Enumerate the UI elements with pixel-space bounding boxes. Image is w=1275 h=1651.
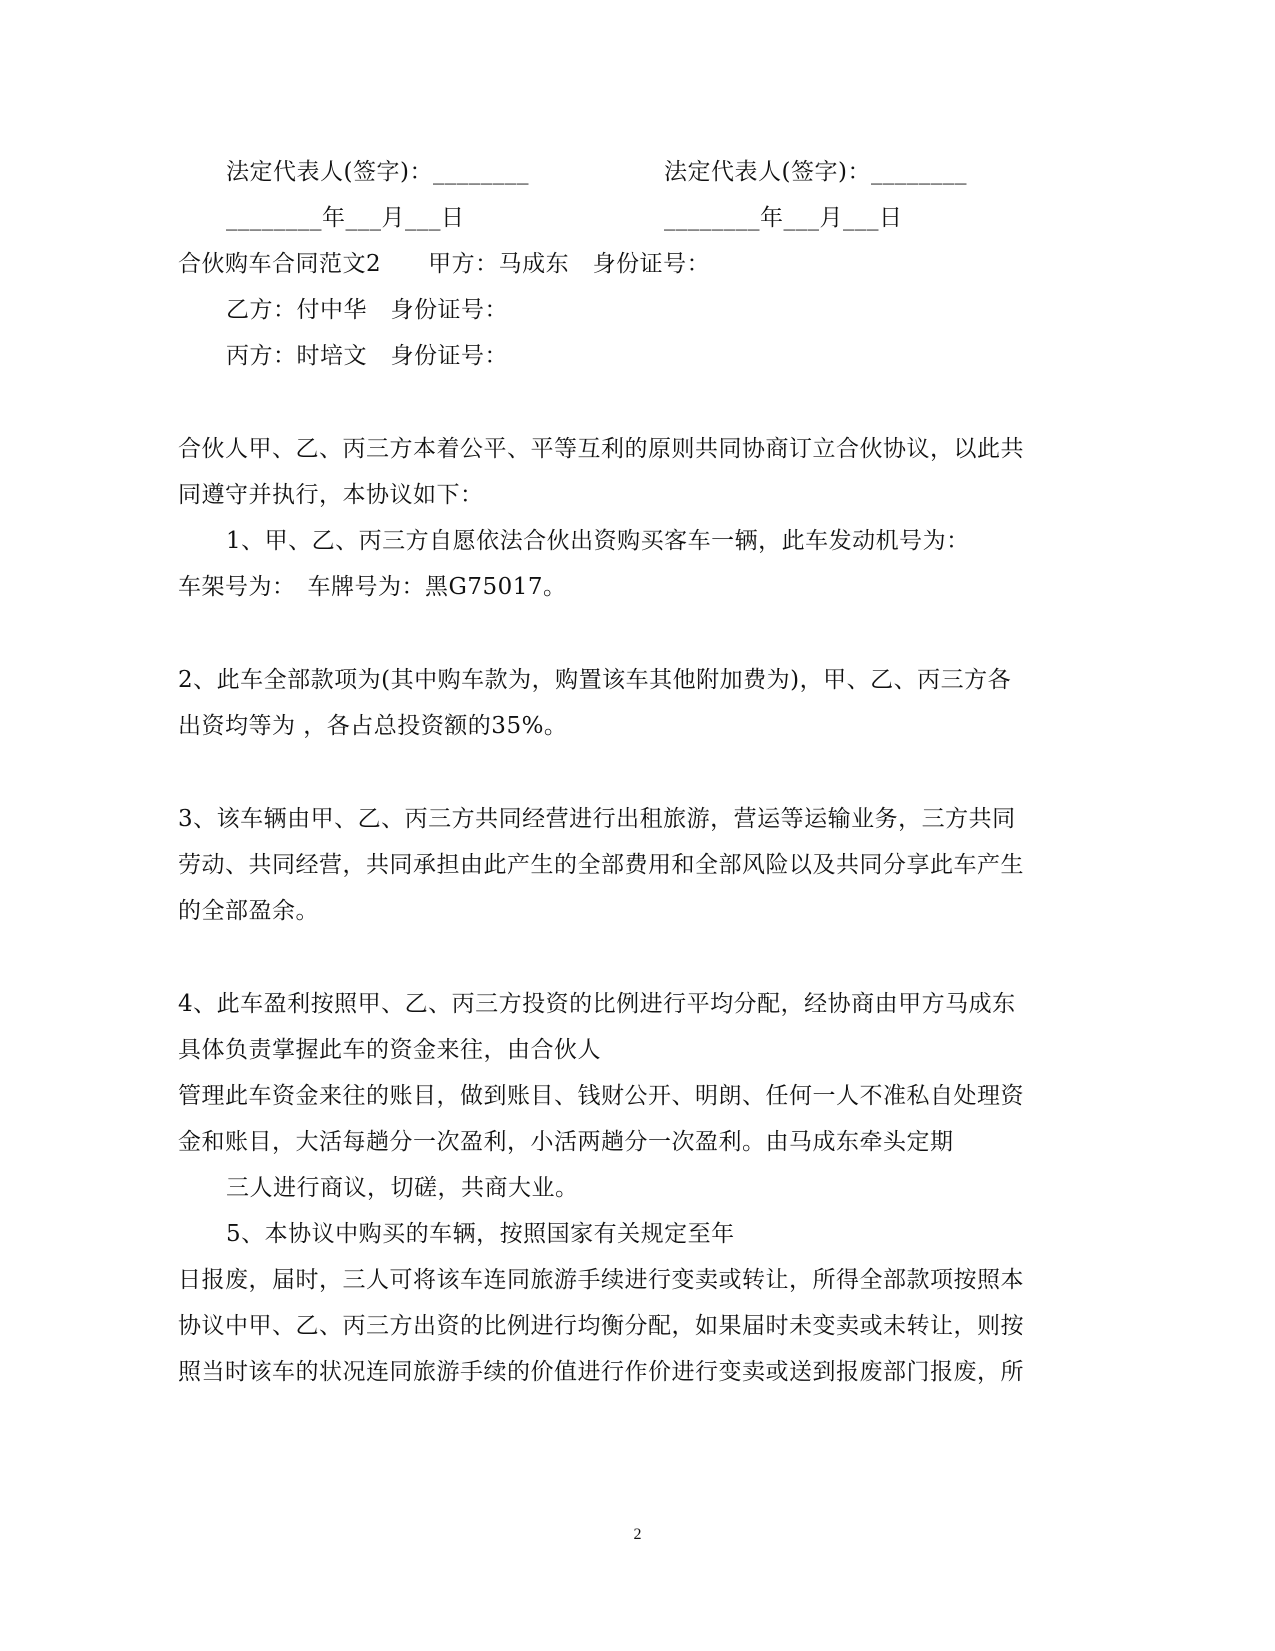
clause-3-line: 的全部盈余。 (178, 898, 319, 924)
right-legal-rep-signature: 法定代表人(签字)：________ (664, 159, 967, 185)
party-c-line: 丙方：时培文 身份证号： (226, 343, 508, 369)
contract-title-line: 合伙购车合同范文2 甲方：马成东 身份证号： (178, 251, 711, 277)
clause-4-line: 三人进行商议，切磋，共商大业。 (226, 1175, 579, 1201)
party-b-line: 乙方：付中华 身份证号： (226, 297, 508, 323)
clause-5-line: 日报废，届时，三人可将该车连同旅游手续进行变卖或转让，所得全部款项按照本 (178, 1267, 1024, 1293)
clause-5-line: 协议中甲、乙、丙三方出资的比例进行均衡分配，如果届时未变卖或未转让，则按 (178, 1313, 1024, 1339)
clause-1-line: 车架号为： 车牌号为：黑G75017。 (178, 574, 567, 600)
page-number: 2 (633, 1526, 642, 1543)
left-signature-date: ________年___月___日 (226, 205, 465, 231)
clause-5-line: 照当时该车的状况连同旅游手续的价值进行作价进行变卖或送到报废部门报废，所 (178, 1359, 1024, 1385)
clause-2-line: 2、此车全部款项为(其中购车款为，购置该车其他附加费为)，甲、乙、丙三方各 (178, 667, 1012, 693)
clause-1-line: 1、甲、乙、丙三方自愿依法合伙出资购买客车一辆，此车发动机号为： (226, 528, 970, 554)
clause-4-line: 金和账目，大活每趟分一次盈利，小活两趟分一次盈利。由马成东牵头定期 (178, 1129, 954, 1155)
clause-3-line: 劳动、共同经营，共同承担由此产生的全部费用和全部风险以及共同分享此车产生 (178, 852, 1024, 878)
intro-paragraph-line: 合伙人甲、乙、丙三方本着公平、平等互利的原则共同协商订立合伙协议，以此共 (178, 436, 1024, 462)
left-legal-rep-signature: 法定代表人(签字)：________ (226, 159, 529, 185)
clause-4-line: 具体负责掌握此车的资金来往，由合伙人 (178, 1037, 601, 1063)
clause-5-line: 5、本协议中购买的车辆，按照国家有关规定至年 (226, 1221, 735, 1247)
clause-3-line: 3、该车辆由甲、乙、丙三方共同经营进行出租旅游，营运等运输业务，三方共同 (178, 806, 1016, 832)
intro-paragraph-line: 同遵守并执行，本协议如下： (178, 482, 484, 508)
right-signature-date: ________年___月___日 (664, 205, 903, 231)
clause-2-line: 出资均等为 ，各占总投资额的35%。 (178, 713, 568, 739)
clause-4-line: 4、此车盈利按照甲、乙、丙三方投资的比例进行平均分配，经协商由甲方马成东 (178, 991, 1016, 1017)
clause-4-line: 管理此车资金来往的账目，做到账目、钱财公开、明朗、任何一人不准私自处理资 (178, 1083, 1024, 1109)
